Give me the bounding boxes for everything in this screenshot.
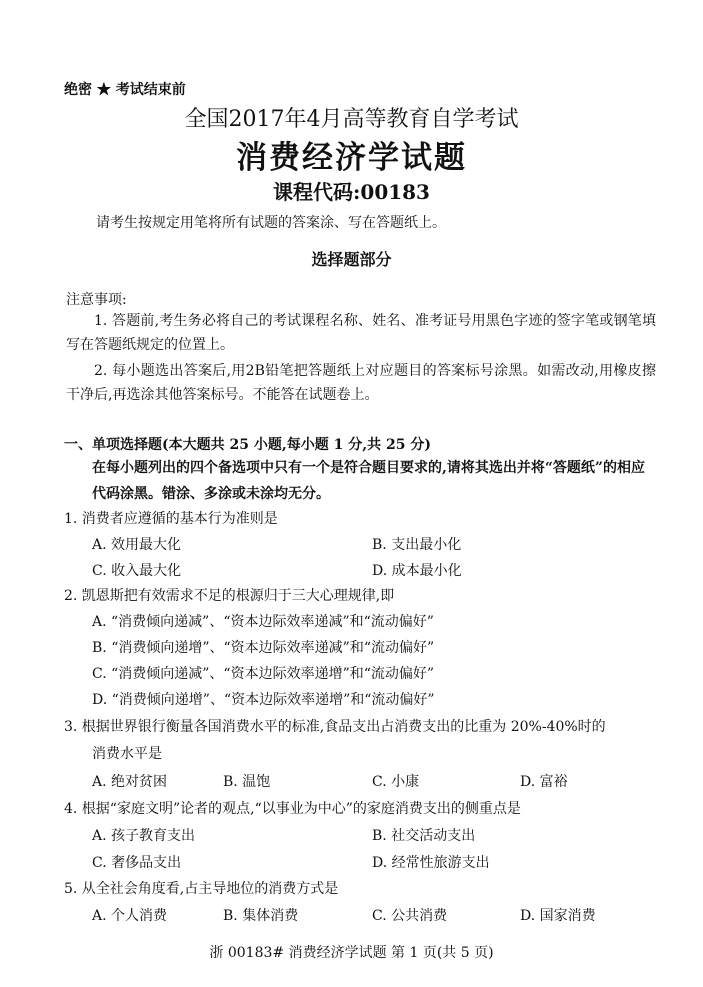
question-stem: 4. 根据“家庭文明”论者的观点,“以事业为中心”的家庭消费支出的侧重点是 bbox=[64, 801, 521, 817]
notes-item: 1. 答题前,考生务必将自己的考试课程名称、姓名、准考证号用黑色字迹的签字笔或钢笔填写在答题纸规定的位置上。 bbox=[66, 313, 656, 353]
option: C. 奢侈品支出 bbox=[92, 855, 182, 871]
section-heading: 一、单项选择题(本大题共 25 小题,每小题 1 分,共 25 分) bbox=[64, 437, 431, 453]
section-description: 在每小题列出的四个备选项中只有一个是符合题目要求的,请将其选出并将“答题纸”的相应代码涂黑。错涂、多涂或未涂均无分。 bbox=[92, 460, 645, 502]
notes-item: 2. 每小题选出答案后,用2B铅笔把答题纸上对应题目的答案标号涂黑。如需改动,用橡皮擦干净后,再选涂其他答案标号。不能答在试题卷上。 bbox=[66, 363, 656, 403]
option: A. 效用最大化 bbox=[92, 537, 182, 553]
option: A. 孩子教育支出 bbox=[92, 828, 196, 844]
option: D. 富裕 bbox=[520, 774, 568, 790]
question-stem: 3. 根据世界银行衡量各国消费水平的标准,食品支出占消费支出的比重为 20%-40%时的 bbox=[64, 719, 606, 735]
option: D. 国家消费 bbox=[520, 908, 596, 924]
option: C. 公共消费 bbox=[372, 908, 448, 924]
option: C. 小康 bbox=[372, 774, 420, 790]
question-stem: 5. 从全社会角度看,占主导地位的消费方式是 bbox=[64, 881, 339, 897]
subject-title: 消费经济学试题 bbox=[236, 140, 467, 176]
part-title: 选择题部分 bbox=[311, 250, 392, 269]
option: B. 支出最小化 bbox=[372, 537, 462, 553]
option: B. 温饱 bbox=[223, 774, 271, 790]
option: B. 社交活动支出 bbox=[372, 828, 476, 844]
option: B. “消费倾向递增”、“资本边际效率递减”和“流动偏好” bbox=[92, 640, 435, 656]
option: A. “消费倾向递减”、“资本边际效率递减”和“流动偏好” bbox=[92, 614, 434, 630]
course-code: 课程代码:00183 bbox=[273, 180, 430, 204]
option: A. 个人消费 bbox=[92, 908, 168, 924]
option: C. “消费倾向递减”、“资本边际效率递增”和“流动偏好” bbox=[92, 666, 435, 682]
option: A. 绝对贫困 bbox=[92, 774, 168, 790]
option: D. 经常性旅游支出 bbox=[372, 855, 490, 871]
exam-title: 全国2017年4月高等教育自学考试 bbox=[184, 107, 519, 132]
question-stem: 1. 消费者应遵循的基本行为准则是 bbox=[64, 511, 278, 527]
option: B. 集体消费 bbox=[223, 908, 299, 924]
option: D. “消费倾向递增”、“资本边际效率递增”和“流动偏好” bbox=[92, 692, 435, 708]
page-footer: 浙 00183# 消费经济学试题 第 1 页(共 5 页) bbox=[209, 945, 494, 961]
question-stem-continued: 消费水平是 bbox=[92, 746, 162, 762]
confidential-label: 绝密 ★ 考试结束前 bbox=[64, 82, 186, 98]
question-stem: 2. 凯恩斯把有效需求不足的根源归于三大心理规律,即 bbox=[64, 588, 395, 604]
option: C. 收入最大化 bbox=[92, 563, 182, 579]
notes-heading: 注意事项: bbox=[66, 292, 127, 308]
option: D. 成本最小化 bbox=[372, 563, 462, 579]
answer-instruction: 请考生按规定用笔将所有试题的答案涂、写在答题纸上。 bbox=[96, 215, 446, 231]
